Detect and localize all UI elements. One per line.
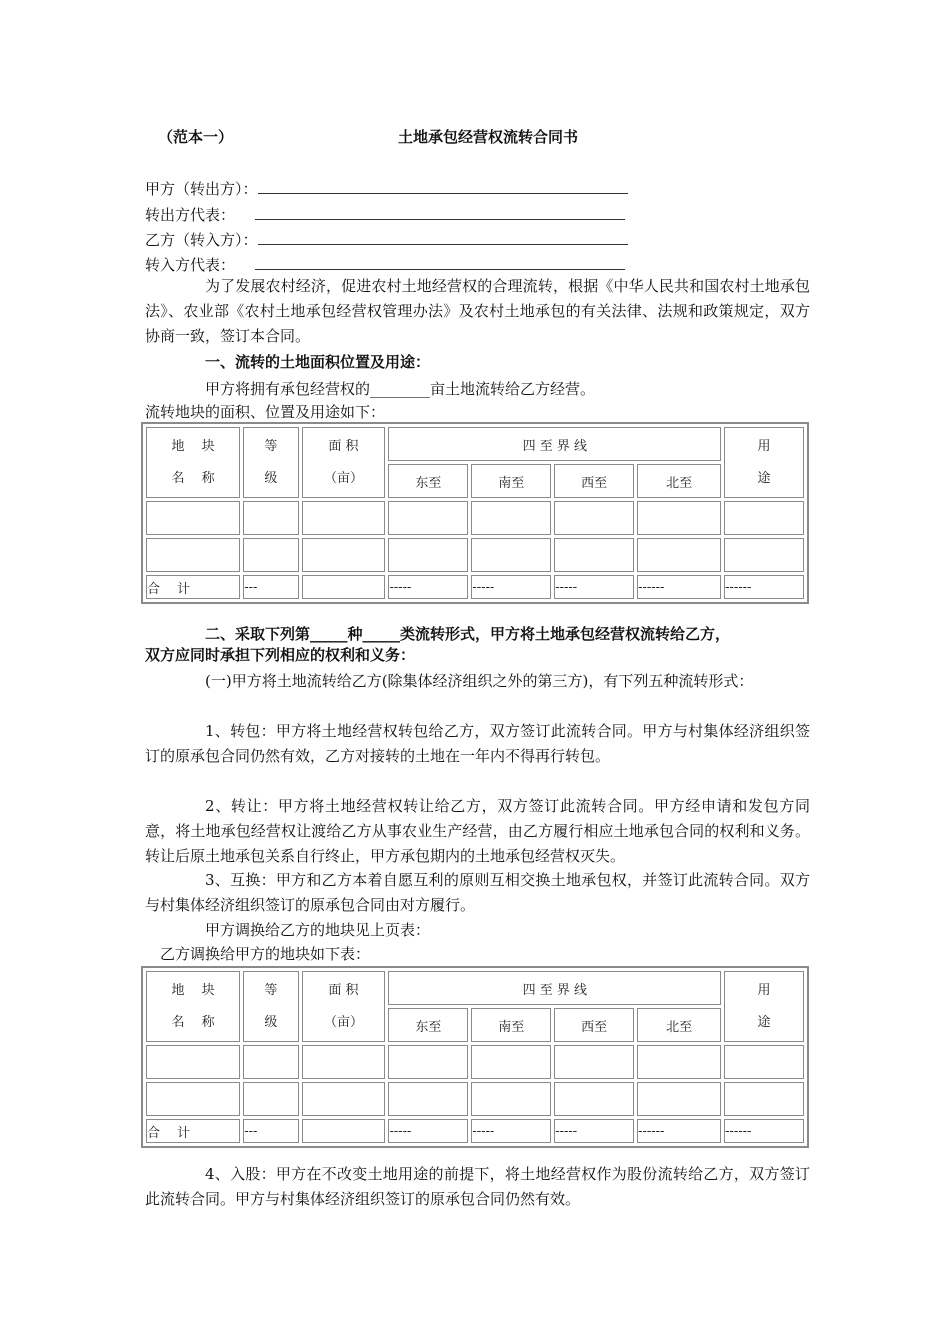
- col-plot-name: 地 块 名 称: [146, 427, 240, 498]
- col-plot-name: 地 块 名 称: [146, 971, 240, 1042]
- party-b-line: [145, 229, 628, 250]
- section2-heading-cont: 双方应同时承担下列相应的权利和义务：: [145, 646, 416, 664]
- col-area: 面 积 （亩）: [302, 971, 386, 1042]
- total-row: 合 计 --- ----- ----- ----- ------ ------: [146, 1119, 804, 1143]
- section2-p3: 2、转让：甲方将土地经营权转让给乙方，双方签订此流转合同。甲方经申请和发包方同意，将土地承包经营权让渡给乙方从事农业生产经营，由乙方履行相应土地承包合同的权利和义务。转让后原土地承包关系自行终止，甲方承包期内的土地承包经营权灭失。: [145, 797, 810, 865]
- section1-line-a: 甲方将拥有承包经营权的: [205, 380, 371, 398]
- section2-p2: 1、转包：甲方将土地经营权转包给乙方，双方签订此流转合同。甲方与村集体经济组织签订的原承包合同仍然有效，乙方对接转的土地在一年内不得再行转包。: [145, 722, 810, 765]
- party-a-label: 甲方（转出方）：: [145, 180, 258, 198]
- table-row: [146, 501, 804, 535]
- party-a-blank[interactable]: [258, 179, 628, 194]
- col-west: 西至: [554, 1008, 634, 1042]
- col-east: 东至: [388, 1008, 468, 1042]
- total-row: 合 计 --- ----- ----- ----- ------ ------: [146, 575, 804, 599]
- col-boundary: 四 至 界 线: [388, 427, 721, 461]
- col-north: 北至: [637, 1008, 721, 1042]
- table1-caption: 流转地块的面积、位置及用途如下：: [145, 403, 386, 421]
- section2-p1: (一)甲方将土地流转给乙方(除集体经济组织之外的第三方)，有下列五种流转形式：: [205, 672, 754, 690]
- section1-area-line: [205, 378, 595, 399]
- sample-label: （范本一）: [158, 128, 234, 146]
- section2-p4: 3、互换：甲方和乙方本着自愿互利的原则互相交换土地承包权，并签订此流转合同。双方与村集体经济组织签订的原承包合同由对方履行。: [145, 871, 810, 914]
- party-a-rep-line: [145, 204, 625, 225]
- party-b-blank[interactable]: [258, 230, 628, 245]
- form-number-blank[interactable]: _____: [310, 625, 348, 643]
- table-row: [146, 1082, 804, 1116]
- section1-heading: 一、流转的土地面积位置及用途：: [205, 353, 431, 371]
- col-east: 东至: [388, 464, 468, 498]
- table-row: [146, 1045, 804, 1079]
- party-b-rep-line: [145, 254, 625, 275]
- section2-heading: 二、采取下列第_____种_____类流转形式，甲方将土地承包经营权流转给乙方，: [205, 625, 731, 643]
- col-area: 面 积 （亩）: [302, 427, 386, 498]
- party-b-label: 乙方（转入方）：: [145, 231, 258, 249]
- section2-p6: 乙方调换给甲方的地块如下表：: [160, 945, 371, 963]
- col-boundary: 四 至 界 线: [388, 971, 721, 1005]
- col-grade: 等 级: [243, 427, 298, 498]
- col-north: 北至: [637, 464, 721, 498]
- party-b-rep-blank[interactable]: [255, 255, 625, 270]
- party-a-line: [145, 178, 628, 199]
- party-a-rep-blank[interactable]: [255, 205, 625, 220]
- col-grade: 等 级: [243, 971, 298, 1042]
- form-type-blank[interactable]: _____: [362, 625, 401, 643]
- land-table-2: [141, 966, 809, 1148]
- section2-p5: 甲方调换给乙方的地块见上页表：: [205, 921, 431, 939]
- col-south: 南至: [471, 464, 551, 498]
- intro-paragraph: 为了发展农村经济，促进农村土地经营权的合理流转，根据《中华人民共和国农村土地承包法》、农业部《农村土地承包经营权管理办法》及农村土地承包的有关法律、法规和政策规定，双方协商一致，签订本合同。: [145, 277, 810, 345]
- party-b-rep-label: 转入方代表：: [145, 256, 236, 274]
- area-blank[interactable]: ________: [370, 380, 431, 398]
- col-south: 南至: [471, 1008, 551, 1042]
- col-use: 用 途: [724, 971, 804, 1042]
- col-west: 西至: [554, 464, 634, 498]
- section1-line-b: 亩土地流转给乙方经营。: [430, 380, 596, 398]
- party-a-rep-label: 转出方代表：: [145, 206, 236, 224]
- land-table-1: [141, 422, 809, 604]
- table-row: [146, 538, 804, 572]
- section2-p7: 4、入股：甲方在不改变土地用途的前提下，将土地经营权作为股份流转给乙方，双方签订此流转合同。甲方与村集体经济组织签订的原承包合同仍然有效。: [145, 1165, 810, 1208]
- col-use: 用 途: [724, 427, 804, 498]
- document-title: 土地承包经营权流转合同书: [398, 128, 579, 146]
